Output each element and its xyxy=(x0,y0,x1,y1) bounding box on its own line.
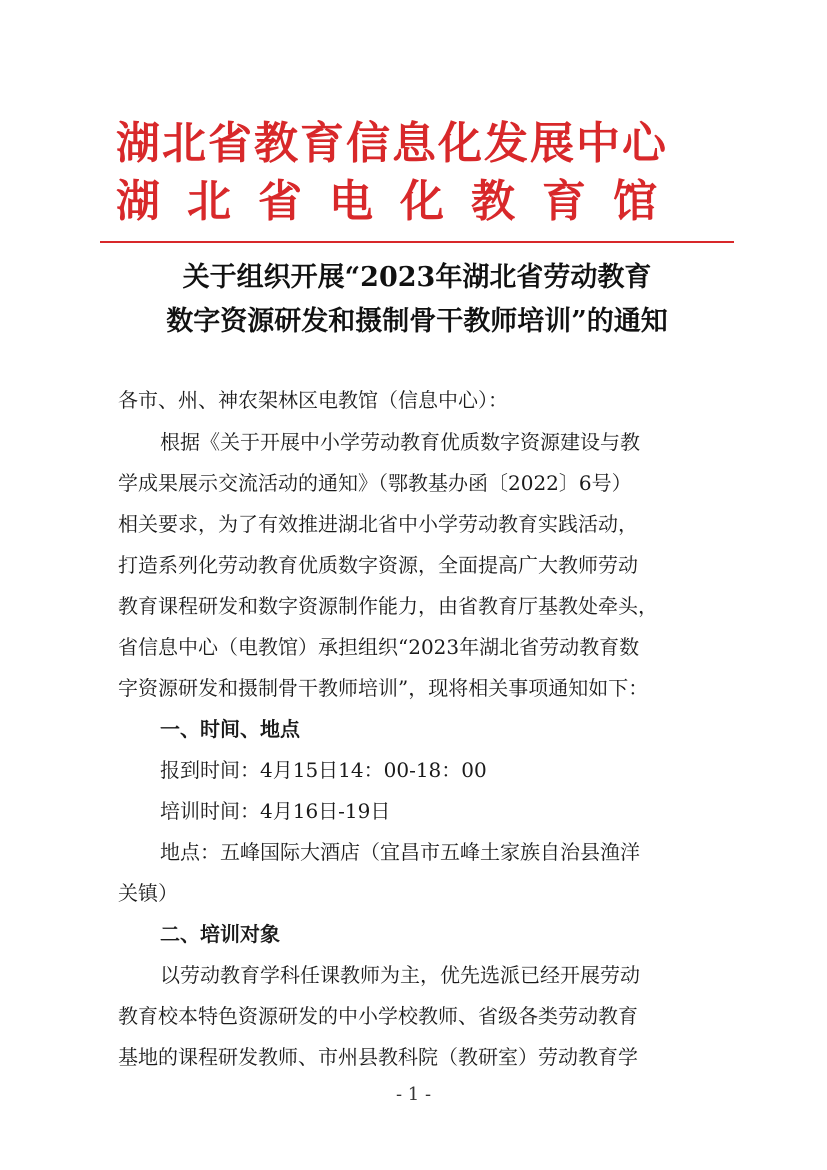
trainees-line: 基地的课程研发教师、市州县教科院（教研室）劳动教育学 xyxy=(118,1045,638,1069)
page-number: - 1 - xyxy=(395,1084,432,1105)
trainees-line: 教育校本特色资源研发的中小学校教师、省级各类劳动教育 xyxy=(118,1004,638,1028)
intro-line: 根据《关于开展中小学劳动教育优质数字资源建设与教 xyxy=(160,430,640,454)
intro-line: 教育课程研发和数字资源制作能力，由省教育厅基教处牵头， xyxy=(118,594,658,618)
location-line: 关镇） xyxy=(118,881,178,905)
report-time: 报到时间：4月15日14：00-18：00 xyxy=(160,758,487,782)
salutation: 各市、州、神农架林区电教馆（信息中心）： xyxy=(118,388,508,412)
intro-line: 打造系列化劳动教育优质数字资源，全面提高广大教师劳动 xyxy=(118,553,638,577)
intro-line: 字资源研发和摄制骨干教师培训”，现将相关事项通知如下： xyxy=(118,676,649,700)
intro-line: 学成果展示交流活动的通知》（鄂教基办函〔2022〕6号） xyxy=(118,471,632,495)
trainees-line: 以劳动教育学科任课教师为主，优先选派已经开展劳动 xyxy=(160,963,640,987)
section-heading-trainees: 二、培训对象 xyxy=(160,922,280,946)
section-heading-time-location: 一、时间、地点 xyxy=(160,717,300,741)
document-title-line-1: 关于组织开展“2023年湖北省劳动教育 xyxy=(182,262,652,293)
document-title-line-2: 数字资源研发和摄制骨干教师培训”的通知 xyxy=(166,306,668,337)
org-name-line-2: 湖北省电化教育馆 xyxy=(116,176,684,227)
training-time: 培训时间：4月16日-19日 xyxy=(160,799,391,823)
intro-line: 省信息中心（电教馆）承担组织“2023年湖北省劳动教育数 xyxy=(118,635,640,659)
red-divider xyxy=(100,241,734,243)
org-name-line-1: 湖北省教育信息化发展中心 xyxy=(116,118,668,169)
location-line: 地点：五峰国际大酒店（宜昌市五峰土家族自治县渔洋 xyxy=(160,840,640,864)
intro-line: 相关要求，为了有效推进湖北省中小学劳动教育实践活动， xyxy=(118,512,638,536)
